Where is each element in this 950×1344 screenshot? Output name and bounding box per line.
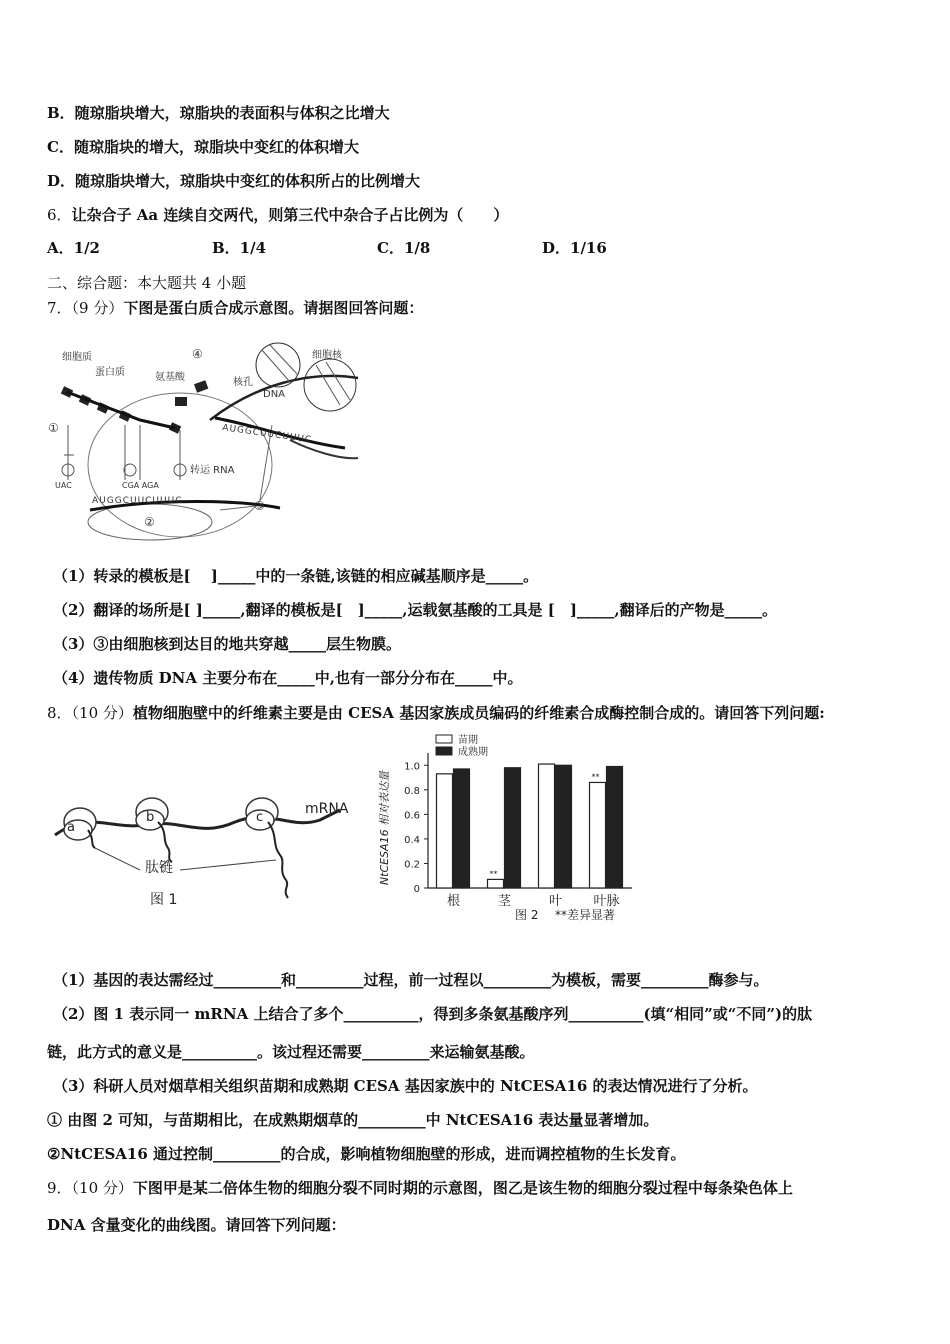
chart-y-tick-label: 0.4 (404, 834, 420, 846)
q6-option-c: C．1/8 (377, 239, 431, 257)
label-marker-4: ④ (192, 347, 203, 361)
q6-stem-line (47, 205, 508, 225)
q7-sub1: （1）转录的模板是[ ]_____中的一条链,该链的相应碱基顺序是_____。 (53, 567, 539, 585)
figure-1-caption: 图 1 (150, 892, 178, 908)
q9-stem-line1 (47, 1178, 793, 1198)
chart-bar-叶-苗期 (539, 764, 555, 888)
label-nuclear-pore: 核孔 (233, 377, 253, 388)
chart-legend-swatch-0 (436, 735, 452, 743)
label-nucleus: 细胞核 (312, 350, 342, 361)
q7-score: （9 分） (71, 299, 124, 317)
peptide-chain-b (158, 822, 172, 862)
chart-legend-label-0: 苗期 (458, 735, 478, 746)
q7-sub3: （3）③由细胞核到达目的地共穿越_____层生物膜。 (53, 635, 401, 653)
chart-y-tick-label: 0 (413, 884, 420, 895)
label-mrna-sequence-nucleus: AUGGCUUCUUUC (221, 423, 313, 446)
q6-stem: 让杂合子 Aa 连续自交两代，则第三代中杂合子占比例为（ ） (71, 206, 509, 224)
chart-bar-茎-苗期 (488, 879, 504, 888)
q8-sub3-item-2: ②NtCESA16 通过控制_________的合成，影响植物细胞壁的形成，进而调控植物的生长发育。 (47, 1145, 686, 1163)
q9-stem-line2: DNA 含量变化的曲线图。请回答下列问题： (47, 1216, 346, 1234)
chart-category-label: 叶脉 (593, 894, 620, 909)
q5-option-b: B．随琼脂块增大，琼脂块的表面积与体积之比增大 (47, 104, 390, 122)
label-dna: DNA (263, 389, 286, 400)
q8-score: （10 分） (71, 704, 133, 722)
label-anticodons: CGA AGA (122, 481, 159, 490)
chart-bar-根-成熟期 (454, 769, 470, 888)
peptide-chain-c (268, 822, 288, 898)
q7-sub4: （4）遗传物质 DNA 主要分布在_____中,也有一部分分布在_____中。 (53, 669, 523, 687)
label-peptide: 肽链 (145, 860, 173, 876)
q8-sub1: （1）基因的表达需经过_________和_________过程，前一过程以_________为模板，需要_________酶参与。 (53, 971, 769, 989)
q7-sub2: （2）翻译的场所是[ ]_____,翻译的模板是[ ]_____,运载氨基酸的工具是 [ ]_____,翻译后的产物是_____。 (53, 601, 778, 619)
label-cytoplasm: 细胞质 (62, 352, 92, 363)
ribosome-label-b: b (146, 810, 155, 825)
chart-bar-叶-成熟期 (556, 765, 572, 888)
dna-helix-left (256, 343, 300, 387)
label-trna: 转运 RNA (190, 465, 235, 476)
dna-helix-right (304, 359, 356, 411)
q7-stem: 下图是蛋白质合成示意图。请据图回答问题： (123, 299, 424, 317)
chart-bar-茎-成熟期 (505, 768, 521, 888)
label-mrna-sequence: AUGGCUUCUUUC (92, 496, 183, 506)
chart-y-axis-label: NtCESA16 相对表达量 (378, 770, 391, 886)
q5-option-d: D．随琼脂块增大，琼脂块中变红的体积所占的比例增大 (47, 172, 421, 190)
mrna-strand (55, 810, 340, 835)
q8-sub2-line2: 链，此方式的意义是__________。该过程还需要_________来运输氨基酸。 (47, 1043, 535, 1061)
label-marker-1: ① (48, 421, 59, 435)
label-mrna: mRNA (305, 801, 349, 817)
label-anticodon-uac: UAC (55, 481, 72, 490)
chart-legend-label-1: 成熟期 (458, 747, 488, 758)
q7-stem-line (47, 298, 423, 318)
q8-stem-line (47, 703, 825, 723)
trna-2-loop (124, 464, 136, 476)
q9-score: （10 分） (71, 1179, 133, 1197)
chart-y-tick-label: 0.6 (404, 810, 420, 822)
chart-category-label: 叶 (548, 894, 563, 909)
label-marker-3: ③ (254, 499, 265, 513)
chart-y-tick-label: 0.8 (404, 785, 420, 797)
chart-significance-note: **差异显著 (555, 908, 616, 922)
q8-sub2-line1: （2）图 1 表示同一 mRNA 上结合了多个__________，得到多条氨基酸序列__________(填“相同”或“不同”)的肽 (53, 1005, 813, 1023)
q8-stem: 植物细胞壁中的纤维素主要是由 CESA 基因家族成员编码的纤维素合成酶控制合成的。请回答下列问题: (132, 704, 825, 722)
chart-caption: 图 2 (515, 908, 539, 922)
q9-number: 9． (47, 1179, 72, 1197)
ribosome-label-c: c (256, 810, 264, 825)
chart-legend-swatch-1 (436, 747, 452, 755)
chart-bar-叶脉-成熟期 (607, 767, 623, 889)
q6-option-b: B．1/4 (212, 239, 267, 257)
polysome-figure (50, 790, 360, 920)
chart-significance-mark: ** (591, 772, 600, 782)
q8-sub3-item-1: ① 由图 2 可知，与苗期相比，在成熟期烟草的_________中 NtCESA16 表达量显著增加。 (47, 1111, 659, 1129)
chart-bar-叶脉-苗期 (590, 782, 606, 888)
chart-category-label: 根 (446, 894, 461, 909)
q5-option-c: C．随琼脂块的增大，琼脂块中变红的体积增大 (47, 138, 359, 156)
ribosome-label-a: a (67, 820, 75, 835)
chart-y-tick-label: 1.0 (404, 761, 420, 773)
label-marker-2: ② (144, 515, 155, 529)
q6-option-d: D．1/16 (542, 239, 607, 257)
q8-sub3: （3）科研人员对烟草相关组织苗期和成熟期 CESA 基因家族中的 NtCESA16 的表达情况进行了分析。 (53, 1077, 758, 1095)
q6-number: 6． (47, 206, 72, 224)
protein-synthesis-figure (40, 330, 370, 545)
section-2-heading: 二、综合题：本大题共 4 小题 (47, 274, 247, 292)
chart-bar-根-苗期 (437, 774, 453, 888)
chart-category-label: 茎 (497, 894, 512, 909)
chart-ntcesa16-expression (370, 733, 640, 933)
q8-number: 8． (47, 704, 72, 722)
chart-y-tick-label: 0.2 (404, 859, 420, 871)
label-amino-acid: 氨基酸 (155, 372, 185, 383)
label-protein: 蛋白质 (95, 367, 125, 378)
q7-number: 7． (47, 299, 72, 317)
chart-significance-mark: ** (489, 869, 498, 879)
q6-option-a: A．1/2 (47, 239, 100, 257)
q9-stem-1: 下图甲是某二倍体生物的细胞分裂不同时期的示意图，图乙是该生物的细胞分裂过程中每条染色体上 (132, 1179, 793, 1197)
